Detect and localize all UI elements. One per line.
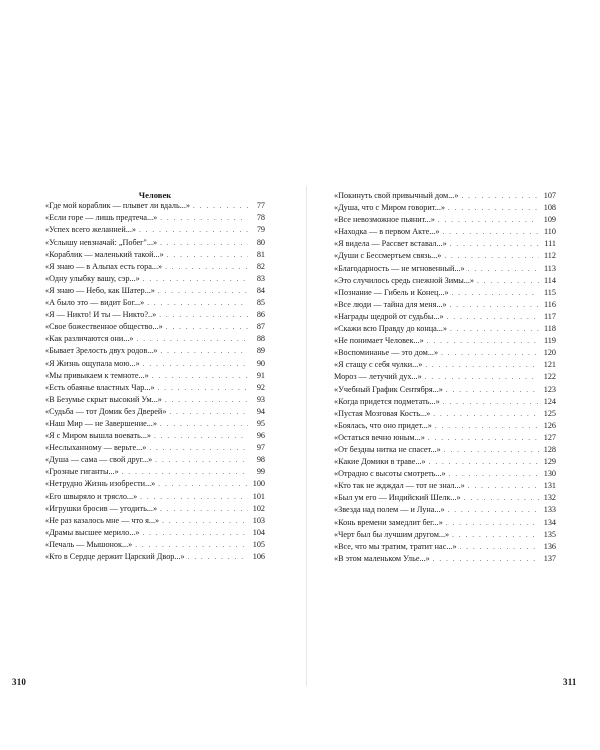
toc-entry-title: «Черт был бы лучшим другом...» (334, 529, 450, 539)
toc-list-left (45, 200, 265, 563)
toc-entry (334, 275, 556, 287)
toc-entry (45, 491, 265, 503)
dot-leader (441, 347, 539, 359)
page-number-left: 310 (12, 677, 27, 687)
toc-entry-title: «Не понимает Человек...» (334, 336, 424, 346)
toc-entry-page-number: 129 (543, 457, 556, 467)
section-title: Человек (138, 190, 172, 200)
toc-entry-page-number: 127 (543, 432, 556, 442)
dot-leader (435, 420, 539, 432)
toc-entry-page-number: 86 (256, 310, 265, 320)
toc-entry-title: «Был ум его — Индийский Шелк...» (334, 493, 461, 503)
toc-entry (334, 480, 556, 492)
dot-leader (140, 491, 248, 503)
dot-leader (446, 384, 539, 396)
dot-leader (160, 418, 248, 430)
toc-list-right (334, 190, 556, 565)
toc-entry (45, 370, 265, 382)
toc-entry-page-number: 98 (256, 455, 265, 465)
toc-entry-title: «В Безумье скрыт высокий Ум...» (45, 394, 162, 404)
toc-entry-title: «Я — Никто! И ты — Никто?..» (45, 310, 157, 320)
toc-entry-page-number: 125 (543, 408, 556, 418)
toc-entry (45, 224, 265, 236)
toc-entry (334, 190, 556, 202)
toc-entry (334, 504, 556, 516)
toc-entry-title: «Кто так не ждждал — тот не знал...» (334, 481, 465, 491)
toc-entry (334, 541, 556, 553)
toc-entry (45, 466, 265, 478)
toc-entry (45, 539, 265, 551)
dot-leader (143, 358, 248, 370)
toc-entry (334, 311, 556, 323)
toc-entry-page-number: 80 (256, 237, 265, 247)
page-gutter (306, 186, 307, 686)
toc-entry-page-number: 92 (256, 382, 265, 392)
dot-leader (444, 250, 539, 262)
toc-entry (334, 371, 556, 383)
toc-entry-page-number: 84 (256, 285, 265, 295)
toc-entry-page-number: 95 (256, 418, 265, 428)
toc-entry-title: «Я знаю — в Альпах есть гора...» (45, 261, 163, 271)
toc-entry-page-number: 105 (252, 539, 265, 549)
toc-entry-page-number: 90 (256, 358, 265, 368)
toc-entry (45, 273, 265, 285)
toc-entry-page-number: 97 (256, 443, 265, 453)
dot-leader (158, 478, 248, 490)
dot-leader (193, 200, 248, 212)
toc-entry-title: «Душа — сама — свой друг...» (45, 455, 153, 465)
dot-leader (135, 539, 248, 551)
toc-entry (45, 551, 265, 563)
left-page-column (45, 190, 265, 563)
dot-leader (460, 541, 539, 553)
dot-leader (188, 551, 248, 563)
toc-entry-page-number: 112 (544, 251, 556, 261)
toc-entry-title: «Находка — в первом Акте...» (334, 227, 440, 237)
toc-entry-title: «Есть обаянье властных Чар...» (45, 382, 155, 392)
toc-entry-page-number: 117 (544, 311, 556, 321)
toc-entry-title: «Это случилось средь снежной Зимы...» (334, 275, 475, 285)
toc-entry-title: «Награды щедрой от судьбы...» (334, 311, 444, 321)
toc-entry-title: «Какие Домики в траве...» (334, 457, 426, 467)
dot-leader (468, 480, 539, 492)
toc-entry (334, 238, 556, 250)
dot-leader (447, 311, 539, 323)
toc-entry-page-number: 104 (252, 527, 265, 537)
toc-entry-page-number: 99 (256, 467, 265, 477)
toc-entry (45, 382, 265, 394)
toc-entry-title: «Если горе — лишь предтеча...» (45, 213, 158, 223)
toc-entry-title: «Нетрудно Жизнь изобрести...» (45, 479, 156, 489)
toc-entry-title: «Где мой кораблик — плывет ли вдаль...» (45, 201, 190, 211)
dot-leader (166, 321, 248, 333)
toc-entry-page-number: 77 (256, 201, 265, 211)
toc-entry-title: «Все, что мы тратим, тратит нас...» (334, 541, 457, 551)
toc-entry-page-number: 128 (543, 444, 556, 454)
toc-entry-title: «Боялась, что оно придет...» (334, 420, 432, 430)
toc-entry-title: «Отрадно с высоты смотреть...» (334, 469, 446, 479)
toc-entry-page-number: 101 (252, 491, 265, 501)
toc-entry-page-number: 137 (543, 553, 556, 563)
toc-entry-title: «Учебный График Сентября...» (334, 384, 443, 394)
toc-entry (45, 345, 265, 357)
toc-entry-page-number: 87 (256, 322, 265, 332)
toc-entry-title: «Благодарность — не мгновенный...» (334, 263, 465, 273)
toc-entry-title: «Все люди — тайна для меня...» (334, 299, 447, 309)
dot-leader (433, 408, 539, 420)
toc-entry-page-number: 85 (256, 298, 265, 308)
toc-entry-title: «Кто в Сердце держит Царский Двор...» (45, 552, 185, 562)
toc-entry-title: «В этом маленьком Улье...» (334, 553, 430, 563)
toc-entry (334, 347, 556, 359)
toc-entry (45, 515, 265, 527)
dot-leader (143, 273, 248, 285)
toc-entry (334, 420, 556, 432)
dot-leader (448, 202, 539, 214)
dot-leader (442, 226, 539, 238)
toc-entry (334, 529, 556, 541)
toc-entry-title: «Я Жизнь ощупала мою...» (45, 358, 140, 368)
toc-entry (334, 492, 556, 504)
toc-entry-page-number: 132 (543, 493, 556, 503)
dot-leader (158, 382, 248, 394)
toc-entry (334, 408, 556, 420)
toc-entry-title: «Его швыряло и трясло...» (45, 491, 138, 501)
toc-entry-page-number: 126 (543, 420, 556, 430)
toc-entry-title: «Печаль — Мышонок...» (45, 539, 133, 549)
toc-entry (334, 384, 556, 396)
toc-entry-page-number: 121 (543, 360, 556, 370)
toc-entry (334, 456, 556, 468)
toc-entry-page-number: 113 (544, 263, 556, 273)
toc-entry-title: «Пустая Мозговая Кость...» (334, 408, 431, 418)
toc-entry-page-number: 108 (543, 203, 556, 213)
dot-leader (162, 515, 248, 527)
toc-entry-title: «Игрушки бросив — угодить...» (45, 503, 158, 513)
dot-leader (443, 396, 539, 408)
toc-entry (45, 285, 265, 297)
toc-entry-title: «Остаться вечно юным...» (334, 432, 425, 442)
toc-entry-title: «Драмы высшее мерило...» (45, 527, 140, 537)
dot-leader (169, 406, 248, 418)
toc-entry-title: «Я стащу с себя чулки...» (334, 360, 423, 370)
toc-entry-title: «Судьба — тот Домик без Дверей» (45, 406, 167, 416)
dot-leader (147, 297, 248, 309)
toc-entry (334, 263, 556, 275)
dot-leader (165, 261, 248, 273)
toc-entry (334, 359, 556, 371)
toc-entry-page-number: 89 (256, 346, 265, 356)
toc-entry-title: «Успех всего желанней...» (45, 225, 136, 235)
dot-leader (155, 454, 248, 466)
toc-entry-page-number: 115 (544, 287, 556, 297)
dot-leader (450, 238, 539, 250)
toc-entry-page-number: 83 (256, 273, 265, 283)
toc-entry (45, 261, 265, 273)
toc-entry-page-number: 134 (543, 517, 556, 527)
toc-entry-title: «Я видела — Рассвет вставал...» (334, 239, 447, 249)
toc-entry (45, 321, 265, 333)
dot-leader (433, 553, 539, 565)
toc-entry-title: «Конь времени замедлит бег...» (334, 517, 443, 527)
toc-entry-page-number: 131 (543, 481, 556, 491)
toc-entry (334, 323, 556, 335)
toc-entry (45, 418, 265, 430)
toc-entry (45, 527, 265, 539)
toc-entry-page-number: 122 (543, 372, 556, 382)
toc-entry-title: «Звезда над полем — и Луна...» (334, 505, 445, 515)
dot-leader (425, 371, 539, 383)
page-number-right: 311 (563, 677, 577, 687)
toc-entry (45, 200, 265, 212)
toc-entry (45, 249, 265, 261)
toc-entry-title: «Я знаю — Небо, как Шатер...» (45, 285, 155, 295)
toc-entry-page-number: 109 (543, 215, 556, 225)
toc-entry-page-number: 114 (544, 275, 556, 285)
toc-entry-title: «Души с Бессмертьем связь...» (334, 251, 442, 261)
toc-entry-title: «Свое божественное общество...» (45, 322, 163, 332)
toc-entry-title: «Когда придется подметать...» (334, 396, 440, 406)
toc-entry-title: «Неслыханному — верьте...» (45, 443, 147, 453)
dot-leader (425, 359, 539, 371)
right-page-column (334, 190, 556, 565)
toc-entry (45, 430, 265, 442)
toc-entry (45, 309, 265, 321)
dot-leader (450, 299, 539, 311)
toc-entry (334, 432, 556, 444)
dot-leader (160, 503, 248, 515)
toc-entry-title: «Не раз казалось мне — что я...» (45, 515, 160, 525)
toc-entry-page-number: 88 (256, 334, 265, 344)
dot-leader (452, 529, 539, 541)
toc-entry (45, 297, 265, 309)
toc-entry-page-number: 119 (544, 336, 556, 346)
toc-entry-page-number: 110 (544, 227, 556, 237)
dot-leader (165, 394, 248, 406)
toc-entry-page-number: 106 (252, 552, 265, 562)
dot-leader (122, 466, 248, 478)
toc-entry-title: «Одну улыбку вашу, сэр...» (45, 273, 140, 283)
dot-leader (446, 517, 539, 529)
dot-leader (468, 263, 539, 275)
dot-leader (160, 237, 248, 249)
toc-entry (334, 444, 556, 456)
dot-leader (152, 370, 248, 382)
toc-entry-page-number: 111 (544, 239, 556, 249)
toc-entry (334, 226, 556, 238)
toc-entry (334, 250, 556, 262)
toc-entry (45, 454, 265, 466)
dot-leader (158, 285, 248, 297)
dot-leader (428, 432, 539, 444)
toc-entry-title: «Я с Миром вышла воевать...» (45, 431, 152, 441)
dot-leader (449, 468, 539, 480)
dot-leader (461, 190, 539, 202)
toc-entry (334, 287, 556, 299)
dot-leader (167, 249, 248, 261)
toc-entry-title: «Наш Мир — не Завершение...» (45, 418, 157, 428)
toc-entry-page-number: 123 (543, 384, 556, 394)
toc-entry-title: «Услышу невзначай: „Побег"...» (45, 237, 158, 247)
toc-entry-title: «Покинуть свой привычный дом...» (334, 191, 459, 200)
toc-entry (45, 406, 265, 418)
toc-entry (334, 468, 556, 480)
dot-leader (160, 345, 248, 357)
toc-entry (45, 333, 265, 345)
toc-entry-page-number: 133 (543, 505, 556, 515)
toc-entry (334, 517, 556, 529)
toc-entry (45, 237, 265, 249)
dot-leader (450, 323, 539, 335)
toc-entry-title: «Душа, что с Миром говорит...» (334, 203, 445, 213)
toc-entry-page-number: 96 (256, 431, 265, 441)
toc-entry-page-number: 79 (256, 225, 265, 235)
toc-entry-title: «Бывает Зрелость двух родов...» (45, 346, 158, 356)
toc-entry-title: Мороз — летучий дух...» (334, 372, 422, 382)
toc-entry-page-number: 94 (256, 406, 265, 416)
toc-entry-page-number: 81 (256, 249, 265, 259)
dot-leader (139, 224, 248, 236)
toc-entry-title: «Познание — Гибель и Конец...» (334, 287, 449, 297)
dot-leader (159, 309, 248, 321)
dot-leader (429, 456, 539, 468)
toc-entry (45, 478, 265, 490)
toc-entry-page-number: 130 (543, 469, 556, 479)
toc-entry-page-number: 100 (252, 479, 265, 489)
toc-entry-title: «Скажи всю Правду до конца...» (334, 324, 447, 334)
dot-leader (142, 527, 248, 539)
toc-entry (334, 202, 556, 214)
toc-entry-page-number: 136 (543, 541, 556, 551)
dot-leader (438, 214, 539, 226)
toc-entry-page-number: 124 (543, 396, 556, 406)
toc-entry-page-number: 91 (256, 370, 265, 380)
dot-leader (137, 333, 248, 345)
toc-entry-page-number: 82 (256, 261, 265, 271)
toc-entry (334, 553, 556, 565)
dot-leader (452, 287, 539, 299)
toc-entry-title: «Мы привыкаем к темноте...» (45, 370, 149, 380)
toc-entry-page-number: 102 (252, 503, 265, 513)
toc-entry (45, 394, 265, 406)
toc-entry (45, 442, 265, 454)
dot-leader (448, 504, 539, 516)
toc-entry-page-number: 103 (252, 515, 265, 525)
toc-entry-page-number: 135 (543, 529, 556, 539)
dot-leader (160, 212, 248, 224)
dot-leader (477, 275, 539, 287)
toc-entry-page-number: 118 (544, 324, 556, 334)
toc-entry-title: «Как различаются они...» (45, 334, 134, 344)
toc-entry (334, 335, 556, 347)
toc-entry (45, 358, 265, 370)
toc-entry (45, 212, 265, 224)
dot-leader (444, 444, 539, 456)
toc-entry-page-number: 107 (543, 191, 556, 200)
toc-entry-title: «Грозные гиганты...» (45, 467, 119, 477)
toc-entry-title: «Кораблик — маленький такой...» (45, 249, 164, 259)
dot-leader (427, 335, 539, 347)
toc-entry (334, 299, 556, 311)
toc-entry (334, 214, 556, 226)
toc-entry-page-number: 93 (256, 394, 265, 404)
toc-entry-page-number: 78 (256, 213, 265, 223)
toc-entry-page-number: 120 (543, 348, 556, 358)
toc-entry-title: «От бездны нитка не спасет...» (334, 444, 441, 454)
toc-entry (45, 503, 265, 515)
toc-entry (334, 396, 556, 408)
dot-leader (149, 442, 248, 454)
toc-entry-page-number: 116 (544, 299, 556, 309)
dot-leader (154, 430, 248, 442)
toc-entry-title: «Все невозможное пьянит...» (334, 215, 435, 225)
dot-leader (464, 492, 539, 504)
toc-entry-title: «А было это — видит Бог...» (45, 298, 145, 308)
toc-entry-title: «Воспоминанье — это дом...» (334, 348, 439, 358)
